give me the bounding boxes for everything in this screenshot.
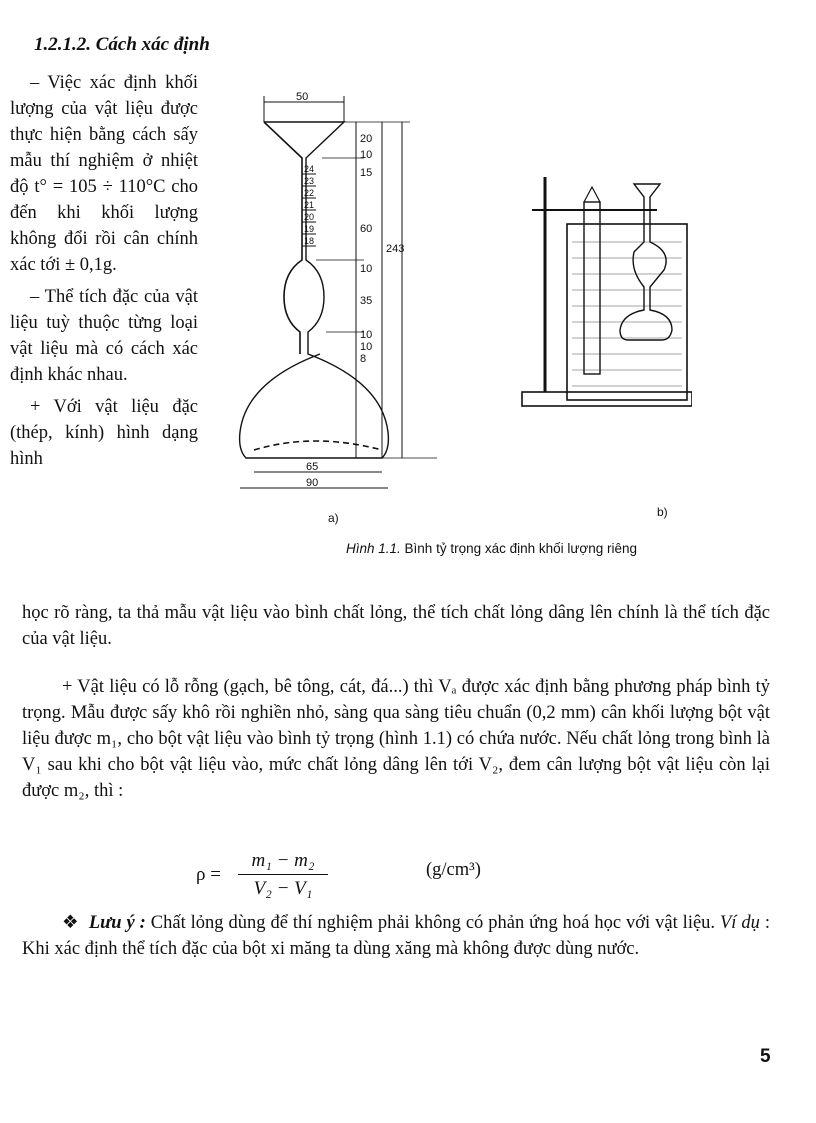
section-heading: 1.2.1.2. Cách xác định xyxy=(34,34,210,55)
dim-bulb: 35 xyxy=(360,295,373,307)
fraction-bar xyxy=(238,874,328,875)
figure-label-a: a) xyxy=(328,511,339,525)
figure-pycnometer xyxy=(232,92,692,532)
paragraph-mass-determination: – Việc xác định khối lượng của vật liệu được thực hiện bằng cách sấy mẫu thí nghiệm ở nhiệt độ t° = 105 ÷ 110°C cho đến khi khối lượng không đổi rồi cân chính xác tới ± 0,1g. xyxy=(10,73,198,275)
scale-mark: 19 xyxy=(304,224,315,234)
figure-drawing xyxy=(232,92,692,532)
dim-inner-width: 65 xyxy=(306,461,319,473)
caption-text: Bình tỷ trọng xác định khối lượng riêng xyxy=(400,541,638,556)
dim-lower-1: 10 xyxy=(360,329,373,341)
paragraph-dense-material-start: + Với vật liệu đặc (thép, kính) hình dạng hình xyxy=(10,397,198,469)
dim-gap: 10 xyxy=(360,263,373,275)
figure-label-b: b) xyxy=(657,505,668,519)
dim-neck-2: 15 xyxy=(360,167,373,179)
dim-lower-2: 10 xyxy=(360,341,373,353)
scale-mark: 24 xyxy=(304,164,315,174)
dim-total-height: 243 xyxy=(386,243,405,255)
note-label: Lưu ý : xyxy=(88,913,146,933)
formula-numerator: m₁ − m₂ xyxy=(251,850,315,871)
scale-mark: 20 xyxy=(304,212,315,222)
note-example-label: Ví dụ xyxy=(720,913,760,933)
dim-neck-1: 10 xyxy=(360,149,373,161)
dim-lower-3: 8 xyxy=(360,353,367,365)
formula-unit: (g/cm³) xyxy=(426,860,481,880)
dim-funnel-height: 20 xyxy=(360,133,373,145)
scale-mark: 22 xyxy=(304,188,315,198)
dim-outer-width: 90 xyxy=(306,477,319,489)
note-paragraph xyxy=(22,910,770,962)
formula-denominator: V₂ − V₁ xyxy=(253,878,313,899)
formula-lhs: ρ = xyxy=(196,864,221,885)
note-bullet-icon: ❖ xyxy=(62,913,79,933)
note-text-2: : Khi xác định thể tích đặc của bột xi măng ta dùng xăng mà không được dùng nước. xyxy=(22,913,771,959)
paragraph-solid-volume: – Thể tích đặc của vật liệu tuỳ thuộc từng loại vật liệu mà có cách xác định khác nhau. xyxy=(10,287,198,385)
note-text-1: Chất lỏng dùng để thí nghiệm phải không có phản ứng hoá học với vật liệu. xyxy=(145,913,720,933)
caption-prefix: Hình 1.1. xyxy=(346,541,401,556)
scale-mark: 18 xyxy=(304,236,315,246)
scale-mark: 23 xyxy=(304,176,315,186)
dim-top-width: 50 xyxy=(296,92,309,103)
page-number: 5 xyxy=(760,1046,771,1067)
dim-scale-length: 60 xyxy=(360,223,373,235)
left-column-text xyxy=(10,70,198,472)
paragraph-dense-material-cont: học rõ ràng, ta thả mẫu vật liệu vào bình chất lỏng, thể tích chất lỏng dâng lên chính là thể tích đặc của vật liệu. xyxy=(22,603,770,649)
figure-caption xyxy=(346,541,637,556)
paragraph-porous-material: + Vật liệu có lỗ rỗng (gạch, bê tông, cát, đá...) thì Vₐ được xác định bằng phương pháp bình tỷ trọng. Mẫu được sấy khô rồi nghiền nhỏ, sàng qua sàng tiêu chuẩn (0,2 mm) cân khối lượng bột vật liệu được m₁, cho bột vật liệu vào bình tỷ trọng (hình 1.1) có chứa nước. Nếu chất lỏng trong bình là V₁ sau khi cho bột vật liệu vào, mức chất lỏng dâng lên tới V₂, đem cân lượng bột vật liệu còn lại được m₂, thì : xyxy=(22,677,770,801)
scale-mark: 21 xyxy=(304,200,315,210)
